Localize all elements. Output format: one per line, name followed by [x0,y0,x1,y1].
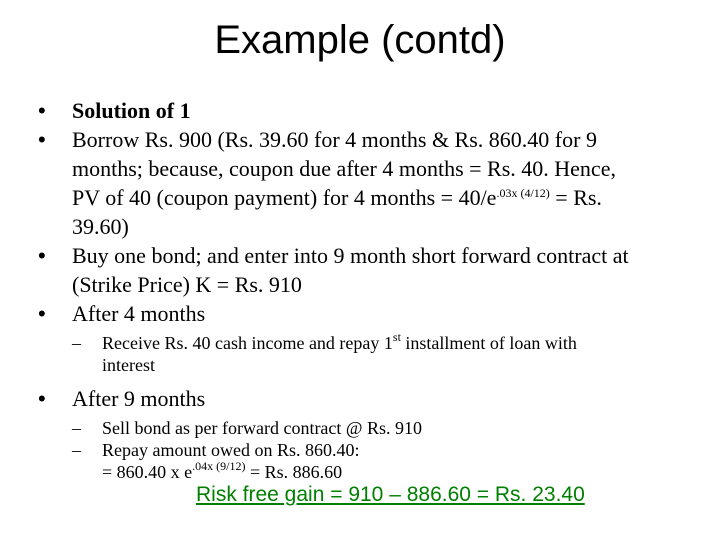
exponent: .04x (9/12) [192,459,246,473]
bullet-icon: • [38,127,46,152]
bullet-icon: • [38,98,46,123]
text-fragment: = 860.40 x e [102,462,193,482]
sub-text: Repay amount owed on Rs. 860.40: [102,440,360,460]
bullet-item-borrow [0,125,720,241]
bullet-text: After 4 months [72,301,206,326]
bullet-text: Borrow Rs. 900 (Rs. 39.60 for 4 months & Rs. 860.40 for 9 [72,127,597,152]
bullet-item-after-9-months [0,384,720,413]
dash-icon: – [72,418,81,438]
dash-icon: – [72,440,81,460]
dash-icon: – [72,333,81,353]
sub-item-sell [0,417,720,439]
bullet-icon: • [38,386,46,411]
text-fragment: installment of loan with [400,333,577,353]
risk-free-gain-link[interactable]: Risk free gain = 910 – 886.60 = Rs. 23.40 [196,483,585,506]
text-fragment: PV of 40 (coupon payment) for 4 months = 40/e [72,185,497,210]
bullet-icon: • [38,301,46,326]
bullet-text-pv [72,183,690,212]
bullet-item-buy-bond [0,241,720,299]
sub-text-receive [102,332,680,354]
sub-text: Sell bond as per forward contract @ Rs. 910 [102,418,423,438]
sub-text-calc [102,461,680,483]
text-fragment: = Rs. [549,185,602,210]
bullet-text: Buy one bond; and enter into 9 month short forward contract at [72,243,629,268]
bullet-item-solution [0,96,720,125]
superscript: st [392,330,401,344]
text-fragment: = Rs. 886.60 [245,462,343,482]
sub-item-repay [0,439,720,483]
sub-text: interest [102,355,155,375]
sub-item-receive [0,332,720,376]
bullet-icon: • [38,243,46,268]
exponent: .03x (4/12) [496,186,550,200]
bullet-text: Solution of 1 [72,98,191,123]
text-fragment: Receive Rs. 40 cash income and repay 1 [102,333,393,353]
slide-title: Example (contd) [214,18,506,62]
bullet-text: 39.60) [72,214,129,239]
bullet-text: (Strike Price) K = Rs. 910 [72,272,302,297]
bullet-item-after-4-months [0,299,720,328]
bullet-text: After 9 months [72,386,206,411]
bullet-text: months; because, coupon due after 4 months = Rs. 40. Hence, [72,156,616,181]
slide-body [0,96,720,483]
